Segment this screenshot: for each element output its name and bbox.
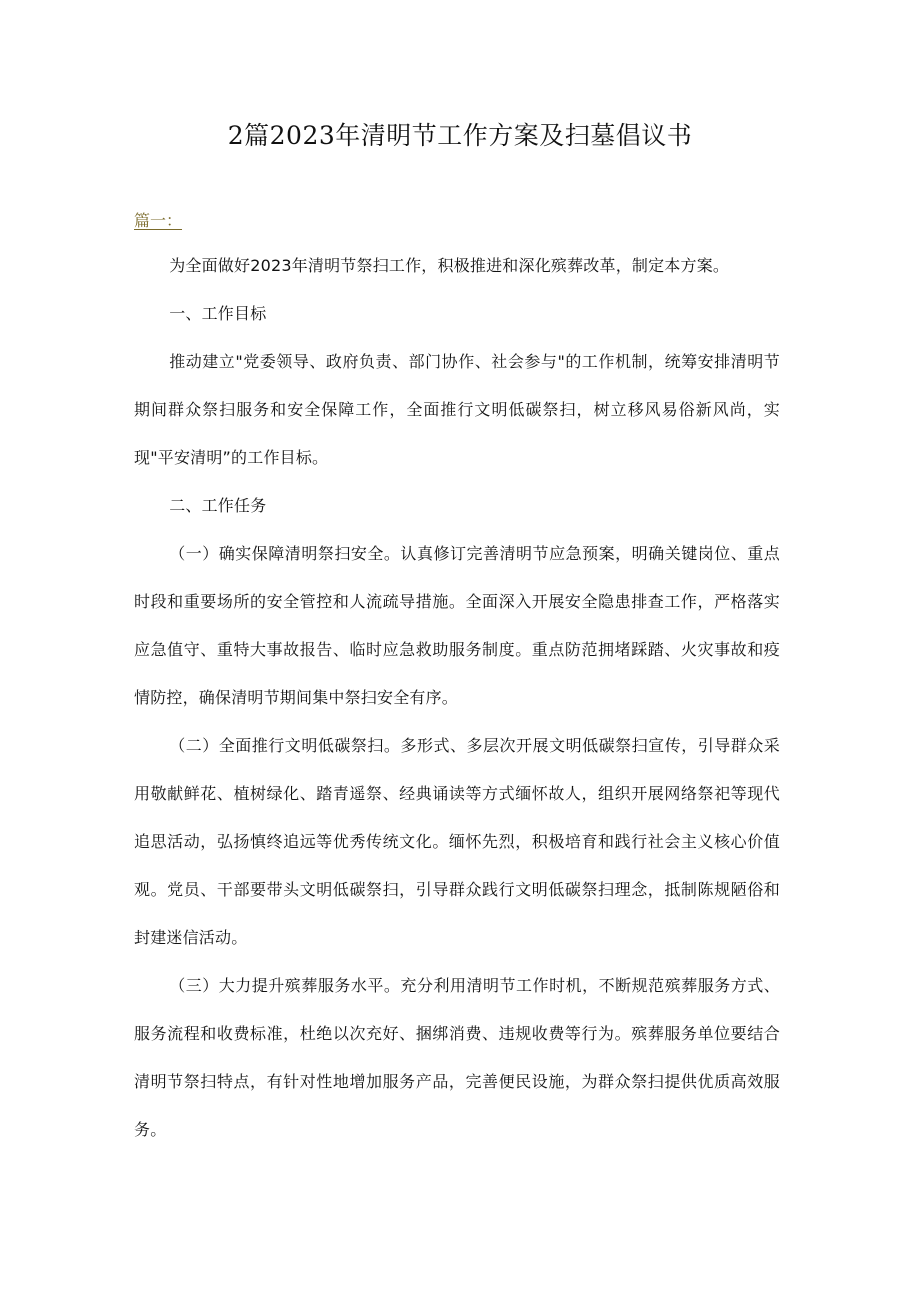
task-2-paragraph: （二）全面推行文明低碳祭扫。多形式、多层次开展文明低碳祭扫宣传，引导群众采用敬献鲜花、植树绿化、踏青遥祭、经典诵读等方式缅怀故人，组织开展网络祭祀等现代追思活动，弘扬慎终追远等优秀传统文化。缅怀先烈，积极培育和践行社会主义核心价值观。党员、干部要带头文明低碳祭扫，引导群众践行文明低碳祭扫理念，抵制陈规陋俗和封建迷信活动。 <box>134 736 780 947</box>
section-label: 篇一： <box>134 211 183 230</box>
intro-paragraph: 为全面做好2023年清明节祭扫工作，积极推进和深化殡葬改革，制定本方案。 <box>169 256 730 275</box>
task-3-paragraph: （三）大力提升殡葬服务水平。充分利用清明节工作时机，不断规范殡葬服务方式、服务流程和收费标准，杜绝以次充好、捆绑消费、违规收费等行为。殡葬服务单位要结合清明节祭扫特点，有针对性地增加服务产品，完善便民设施，为群众祭扫提供优质高效服务。 <box>134 976 780 1139</box>
document-title: 2篇2023年清明节工作方案及扫墓倡议书 <box>227 121 693 150</box>
heading-work-goal: 一、工作目标 <box>169 304 267 323</box>
goal-paragraph: 推动建立"党委领导、政府负责、部门协作、社会参与"的工作机制，统筹安排清明节期间群众祭扫服务和安全保障工作，全面推行文明低碳祭扫，树立移风易俗新风尚，实现"平安清明”的工作目标。 <box>134 352 780 467</box>
heading-work-tasks: 二、工作任务 <box>169 496 267 515</box>
task-1-paragraph: （一）确实保障清明祭扫安全。认真修订完善清明节应急预案，明确关键岗位、重点时段和重要场所的安全管控和人流疏导措施。全面深入开展安全隐患排查工作，严格落实应急值守、重特大事故报告、临时应急救助服务制度。重点防范拥堵踩踏、火灾事故和疫情防控，确保清明节期间集中祭扫安全有序。 <box>134 544 780 707</box>
